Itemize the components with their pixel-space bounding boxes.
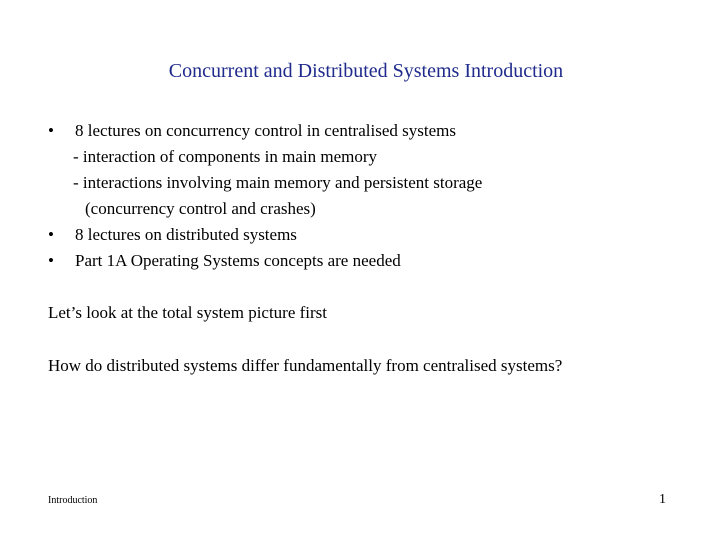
bullet-marker: • xyxy=(48,225,54,244)
page-number: 1 xyxy=(659,492,666,507)
bullet-list xyxy=(44,118,704,274)
sub-bullet-line: (concurrency control and crashes) xyxy=(85,199,316,218)
bullet-text: Part 1A Operating Systems concepts are needed xyxy=(75,251,401,270)
slide-title: Concurrent and Distributed Systems Introduction xyxy=(168,60,564,82)
bullet-marker: • xyxy=(48,251,54,270)
footer-label: Introduction xyxy=(48,495,98,506)
bullet-text: 8 lectures on distributed systems xyxy=(75,225,297,244)
bullet-item xyxy=(44,118,704,144)
bullet-text: 8 lectures on concurrency control in centralised systems xyxy=(75,121,456,140)
sub-bullet-line: - interactions involving main memory and persistent storage xyxy=(73,173,483,192)
statement-text: Let’s look at the total system picture first xyxy=(48,303,328,322)
bullet-item xyxy=(44,248,704,274)
question-text: How do distributed systems differ fundamentally from centralised systems? xyxy=(48,356,563,375)
sub-bullet-line: - interaction of components in main memory xyxy=(73,147,378,166)
bullet-marker: • xyxy=(48,121,54,140)
bullet-item xyxy=(44,222,704,248)
